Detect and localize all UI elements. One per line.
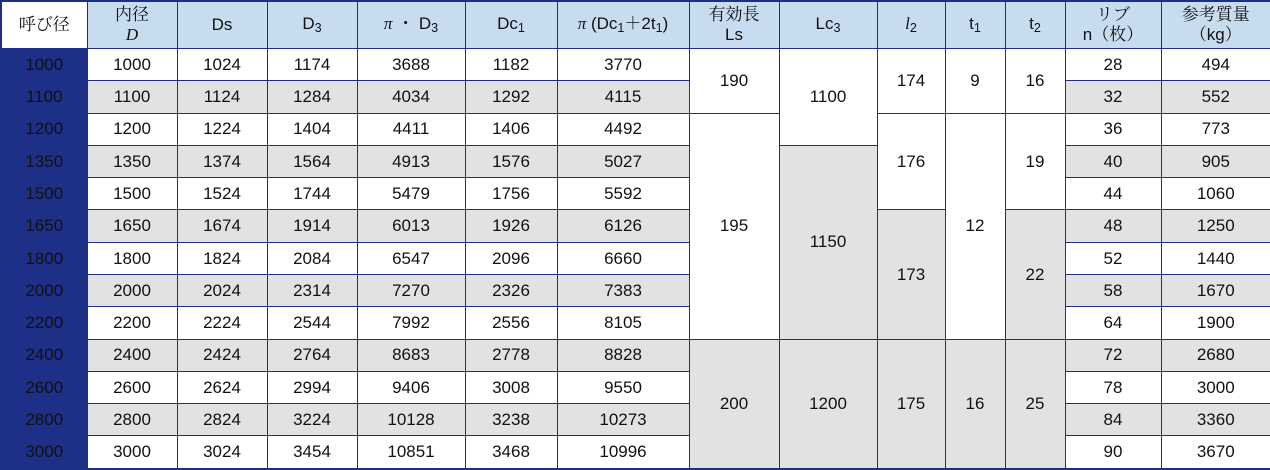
table-row bbox=[1, 113, 1270, 145]
cell-pi-d3: 7270 bbox=[357, 274, 465, 306]
cell-rib-count: 84 bbox=[1065, 404, 1161, 436]
cell-ds: 1824 bbox=[177, 242, 267, 274]
cell-dc1: 1756 bbox=[465, 178, 557, 210]
table-row bbox=[1, 210, 1270, 242]
column-header-piD3 bbox=[357, 1, 465, 49]
cell-t2: 22 bbox=[1005, 210, 1065, 339]
row-header-nominal-diameter: 1500 bbox=[1, 178, 87, 210]
cell-ds: 1524 bbox=[177, 178, 267, 210]
cell-reference-mass: 3000 bbox=[1161, 371, 1270, 403]
cell-pi-d3: 6013 bbox=[357, 210, 465, 242]
column-header-nominal-label: 呼び径 bbox=[18, 15, 70, 35]
cell-l2: 173 bbox=[877, 210, 945, 339]
table-row bbox=[1, 339, 1270, 371]
table-header bbox=[1, 1, 1270, 49]
cell-dc1: 1576 bbox=[465, 145, 557, 177]
cell-rib-count: 48 bbox=[1065, 210, 1161, 242]
cell-rib-count: 44 bbox=[1065, 178, 1161, 210]
cell-reference-mass: 3360 bbox=[1161, 404, 1270, 436]
table-row bbox=[1, 242, 1270, 274]
cell-inner-diameter: 2600 bbox=[87, 371, 177, 403]
table-row bbox=[1, 274, 1270, 306]
cell-pi-d3: 10851 bbox=[357, 436, 465, 469]
cell-t1: 9 bbox=[945, 49, 1005, 114]
cell-d3: 1744 bbox=[267, 178, 357, 210]
cell-inner-diameter: 2200 bbox=[87, 307, 177, 339]
header-row bbox=[1, 1, 1270, 49]
cell-dc1: 1406 bbox=[465, 113, 557, 145]
cell-l2: 176 bbox=[877, 113, 945, 210]
column-header-D3 bbox=[267, 1, 357, 49]
cell-pi-dc1: 5592 bbox=[557, 178, 689, 210]
column-header-piDc bbox=[557, 1, 689, 49]
column-header-Lc3 bbox=[779, 1, 877, 49]
cell-t2: 16 bbox=[1005, 49, 1065, 114]
cell-inner-diameter: 1800 bbox=[87, 242, 177, 274]
column-header-D3-label: $D_3$ bbox=[302, 14, 322, 36]
row-header-nominal-diameter: 2200 bbox=[1, 307, 87, 339]
column-header-D bbox=[87, 1, 177, 49]
column-header-D-label1: 内径 bbox=[115, 5, 149, 25]
table-row bbox=[1, 404, 1270, 436]
cell-ds: 2624 bbox=[177, 371, 267, 403]
cell-dc1: 3008 bbox=[465, 371, 557, 403]
cell-inner-diameter: 1650 bbox=[87, 210, 177, 242]
cell-inner-diameter: 1100 bbox=[87, 81, 177, 113]
cell-inner-diameter: 1500 bbox=[87, 178, 177, 210]
row-header-nominal-diameter: 1350 bbox=[1, 145, 87, 177]
cell-reference-mass: 1250 bbox=[1161, 210, 1270, 242]
cell-reference-mass: 3670 bbox=[1161, 436, 1270, 469]
cell-pi-dc1: 10996 bbox=[557, 436, 689, 469]
cell-reference-mass: 773 bbox=[1161, 113, 1270, 145]
column-header-piD3-label: π ・ $D_3$ bbox=[383, 14, 439, 36]
cell-d3: 2314 bbox=[267, 274, 357, 306]
cell-ds: 1224 bbox=[177, 113, 267, 145]
cell-lc3: 1200 bbox=[779, 339, 877, 469]
cell-pi-d3: 4913 bbox=[357, 145, 465, 177]
cell-rib-count: 36 bbox=[1065, 113, 1161, 145]
cell-pi-d3: 4411 bbox=[357, 113, 465, 145]
column-header-Dc1-label: $Dc_1$ bbox=[497, 14, 525, 36]
cell-t1: 16 bbox=[945, 339, 1005, 469]
cell-rib-count: 28 bbox=[1065, 49, 1161, 81]
row-header-nominal-diameter: 1200 bbox=[1, 113, 87, 145]
cell-ds: 1674 bbox=[177, 210, 267, 242]
cell-rib-count: 64 bbox=[1065, 307, 1161, 339]
row-header-nominal-diameter: 2400 bbox=[1, 339, 87, 371]
cell-d3: 2544 bbox=[267, 307, 357, 339]
cell-inner-diameter: 2800 bbox=[87, 404, 177, 436]
cell-rib-count: 90 bbox=[1065, 436, 1161, 469]
column-header-Ls-label2: Ls bbox=[725, 25, 743, 44]
column-header-Dc1 bbox=[465, 1, 557, 49]
cell-lc3: 1150 bbox=[779, 145, 877, 339]
cell-ds: 1374 bbox=[177, 145, 267, 177]
cell-dc1: 2556 bbox=[465, 307, 557, 339]
cell-reference-mass: 1670 bbox=[1161, 274, 1270, 306]
column-header-mass-label2: （kg） bbox=[1189, 25, 1242, 44]
cell-d3: 1914 bbox=[267, 210, 357, 242]
cell-t2: 25 bbox=[1005, 339, 1065, 469]
cell-dc1: 2096 bbox=[465, 242, 557, 274]
cell-pi-dc1: 6126 bbox=[557, 210, 689, 242]
column-header-mass-label1: 参考質量 bbox=[1181, 5, 1250, 25]
cell-pi-dc1: 8828 bbox=[557, 339, 689, 371]
table-row bbox=[1, 371, 1270, 403]
cell-inner-diameter: 1350 bbox=[87, 145, 177, 177]
cell-ds: 1024 bbox=[177, 49, 267, 81]
cell-effective-length: 200 bbox=[689, 339, 779, 469]
cell-ds: 2824 bbox=[177, 404, 267, 436]
cell-rib-count: 40 bbox=[1065, 145, 1161, 177]
cell-pi-d3: 4034 bbox=[357, 81, 465, 113]
row-header-nominal-diameter: 3000 bbox=[1, 436, 87, 469]
row-header-nominal-diameter: 2600 bbox=[1, 371, 87, 403]
column-header-piDc-label: π $(Dc_1+2t_1)$ bbox=[577, 14, 669, 36]
cell-pi-d3: 6547 bbox=[357, 242, 465, 274]
cell-d3: 1284 bbox=[267, 81, 357, 113]
cell-d3: 2764 bbox=[267, 339, 357, 371]
cell-pi-dc1: 4115 bbox=[557, 81, 689, 113]
column-header-l2 bbox=[877, 1, 945, 49]
cell-ds: 2424 bbox=[177, 339, 267, 371]
table-row bbox=[1, 49, 1270, 81]
column-header-Ds bbox=[177, 1, 267, 49]
column-header-rib bbox=[1065, 1, 1161, 49]
column-header-t1-label: $t_1$ bbox=[969, 14, 981, 36]
cell-dc1: 1182 bbox=[465, 49, 557, 81]
column-header-t1 bbox=[945, 1, 1005, 49]
cell-l2: 175 bbox=[877, 339, 945, 469]
table-row bbox=[1, 436, 1270, 469]
cell-d3: 3224 bbox=[267, 404, 357, 436]
cell-dc1: 3468 bbox=[465, 436, 557, 469]
table-row bbox=[1, 307, 1270, 339]
cell-reference-mass: 494 bbox=[1161, 49, 1270, 81]
column-header-rib-label2: n（枚） bbox=[1082, 25, 1144, 44]
cell-pi-d3: 8683 bbox=[357, 339, 465, 371]
cell-reference-mass: 552 bbox=[1161, 81, 1270, 113]
cell-effective-length: 195 bbox=[689, 113, 779, 339]
cell-effective-length: 190 bbox=[689, 49, 779, 114]
cell-dc1: 1292 bbox=[465, 81, 557, 113]
cell-rib-count: 52 bbox=[1065, 242, 1161, 274]
cell-l2: 174 bbox=[877, 49, 945, 114]
cell-inner-diameter: 2400 bbox=[87, 339, 177, 371]
cell-d3: 1174 bbox=[267, 49, 357, 81]
cell-dc1: 2326 bbox=[465, 274, 557, 306]
row-header-nominal-diameter: 1650 bbox=[1, 210, 87, 242]
cell-d3: 2084 bbox=[267, 242, 357, 274]
cell-ds: 2224 bbox=[177, 307, 267, 339]
cell-inner-diameter: 1200 bbox=[87, 113, 177, 145]
table-body bbox=[1, 49, 1270, 470]
row-header-nominal-diameter: 1800 bbox=[1, 242, 87, 274]
cell-reference-mass: 1900 bbox=[1161, 307, 1270, 339]
cell-d3: 1404 bbox=[267, 113, 357, 145]
cell-rib-count: 78 bbox=[1065, 371, 1161, 403]
table-row bbox=[1, 178, 1270, 210]
cell-d3: 2994 bbox=[267, 371, 357, 403]
cell-reference-mass: 2680 bbox=[1161, 339, 1270, 371]
column-header-rib-label1: リブ bbox=[1096, 5, 1130, 25]
cell-dc1: 1926 bbox=[465, 210, 557, 242]
column-header-t2-label: $t_2$ bbox=[1029, 14, 1041, 36]
cell-pi-dc1: 8105 bbox=[557, 307, 689, 339]
cell-inner-diameter: 1000 bbox=[87, 49, 177, 81]
row-header-nominal-diameter: 2800 bbox=[1, 404, 87, 436]
cell-rib-count: 72 bbox=[1065, 339, 1161, 371]
row-header-nominal-diameter: 1000 bbox=[1, 49, 87, 81]
column-header-D-label2: D bbox=[125, 25, 139, 44]
cell-pi-d3: 10128 bbox=[357, 404, 465, 436]
cell-pi-dc1: 10273 bbox=[557, 404, 689, 436]
cell-pi-dc1: 9550 bbox=[557, 371, 689, 403]
column-header-Ls bbox=[689, 1, 779, 49]
column-header-t2 bbox=[1005, 1, 1065, 49]
cell-dc1: 2778 bbox=[465, 339, 557, 371]
row-header-nominal-diameter: 1100 bbox=[1, 81, 87, 113]
cell-pi-d3: 9406 bbox=[357, 371, 465, 403]
cell-inner-diameter: 3000 bbox=[87, 436, 177, 469]
cell-t1: 12 bbox=[945, 113, 1005, 339]
column-header-l2-label: $l_2$ bbox=[905, 14, 917, 36]
cell-pi-d3: 3688 bbox=[357, 49, 465, 81]
cell-ds: 3024 bbox=[177, 436, 267, 469]
cell-reference-mass: 1440 bbox=[1161, 242, 1270, 274]
cell-pi-d3: 5479 bbox=[357, 178, 465, 210]
column-header-Ls-label1: 有効長 bbox=[708, 5, 760, 25]
table-row bbox=[1, 81, 1270, 113]
cell-pi-dc1: 5027 bbox=[557, 145, 689, 177]
column-header-nominal bbox=[1, 1, 87, 49]
column-header-Lc3-label: $Lc_3$ bbox=[815, 14, 841, 36]
cell-reference-mass: 905 bbox=[1161, 145, 1270, 177]
cell-d3: 1564 bbox=[267, 145, 357, 177]
cell-inner-diameter: 2000 bbox=[87, 274, 177, 306]
cell-pi-dc1: 7383 bbox=[557, 274, 689, 306]
cell-t2: 19 bbox=[1005, 113, 1065, 210]
column-header-mass bbox=[1161, 1, 1270, 49]
cell-pi-dc1: 3770 bbox=[557, 49, 689, 81]
cell-dc1: 3238 bbox=[465, 404, 557, 436]
cell-rib-count: 58 bbox=[1065, 274, 1161, 306]
cell-lc3: 1100 bbox=[779, 49, 877, 146]
cell-ds: 2024 bbox=[177, 274, 267, 306]
column-header-Ds-label: Ds bbox=[211, 15, 233, 35]
cell-d3: 3454 bbox=[267, 436, 357, 469]
cell-reference-mass: 1060 bbox=[1161, 178, 1270, 210]
cell-ds: 1124 bbox=[177, 81, 267, 113]
table-row bbox=[1, 145, 1270, 177]
cell-pi-dc1: 6660 bbox=[557, 242, 689, 274]
cell-pi-d3: 7992 bbox=[357, 307, 465, 339]
cell-pi-dc1: 4492 bbox=[557, 113, 689, 145]
cell-rib-count: 32 bbox=[1065, 81, 1161, 113]
row-header-nominal-diameter: 2000 bbox=[1, 274, 87, 306]
